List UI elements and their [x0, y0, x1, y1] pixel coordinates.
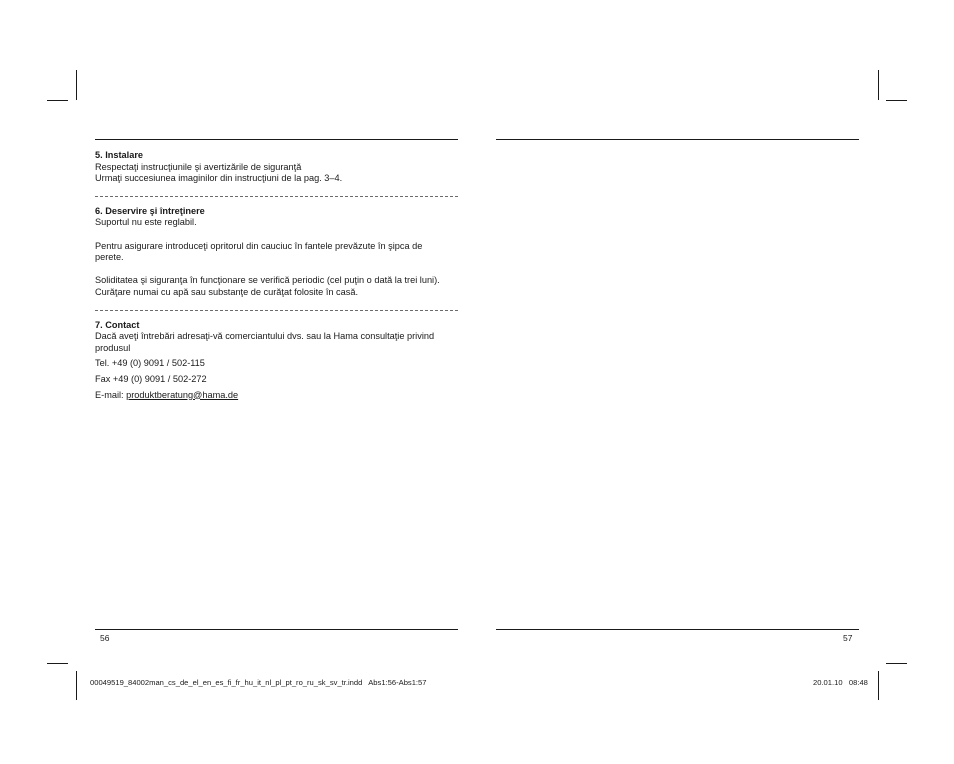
contact-fax: Fax +49 (0) 9091 / 502-272	[95, 373, 207, 384]
crop-mark-top-right-vertical	[878, 70, 879, 100]
crop-mark-bottom-right-horizontal	[886, 663, 907, 664]
text-line: perete.	[95, 252, 124, 263]
paragraph-gap	[95, 264, 458, 276]
text-line: Respectaţi instrucţiunile şi avertizările de siguranţă	[95, 161, 302, 172]
email-label: E-mail:	[95, 389, 127, 400]
crop-mark-bottom-right-vertical	[878, 671, 879, 700]
dashed-separator	[95, 310, 458, 311]
section-installation	[95, 150, 458, 185]
crop-mark-top-left-horizontal	[47, 100, 68, 101]
text-line: Pentru asigurare introduceţi opritorul din cauciuc în fantele prevăzute în şipca de	[95, 240, 423, 251]
left-page-content	[95, 150, 458, 401]
right-page-bottom-rule	[496, 629, 859, 630]
right-page-number: 57	[843, 633, 853, 643]
section-title: 6. Deservire şi întreţinere	[95, 205, 205, 216]
slug-datetime: 20.01.10 08:48	[813, 678, 868, 687]
left-page-top-rule	[95, 139, 458, 140]
text-line: produsul	[95, 342, 131, 353]
left-page-number: 56	[100, 633, 110, 643]
crop-mark-bottom-left-horizontal	[47, 663, 68, 664]
contact-email	[95, 390, 458, 402]
crop-mark-top-left-vertical	[76, 70, 77, 100]
right-page-top-rule	[496, 139, 859, 140]
crop-mark-top-right-horizontal	[886, 100, 907, 101]
email-link[interactable]: produktberatung@hama.de	[126, 389, 239, 400]
crop-mark-bottom-left-vertical	[76, 671, 77, 700]
section-contact	[95, 320, 458, 402]
section-title: 5. Instalare	[95, 150, 144, 160]
text-line: Dacă aveţi întrebări adresaţi-vă comerciantului dvs. sau la Hama consultaţie privind	[95, 331, 435, 342]
paragraph-gap	[95, 229, 458, 241]
text-line: Urmaţi succesiunea imaginilor din instrucţiuni de la pag. 3–4.	[95, 173, 343, 184]
section-maintenance	[95, 206, 458, 299]
dashed-separator	[95, 196, 458, 197]
text-line: Soliditatea şi siguranţa în funcţionare se verifică periodic (cel puţin o dată la trei luni).	[95, 275, 440, 286]
slug-filename: 00049519_84002man_cs_de_el_en_es_fi_fr_hu_it_nl_pl_pt_ro_ru_sk_sv_tr.indd Abs1:56-Abs1:57	[90, 678, 427, 687]
contact-phone: Tel. +49 (0) 9091 / 502-115	[95, 358, 205, 369]
section-title: 7. Contact	[95, 319, 140, 330]
left-page-bottom-rule	[95, 629, 458, 630]
text-line: Suportul nu este reglabil.	[95, 217, 197, 228]
text-line: Curăţare numai cu apă sau substanţe de curăţat folosite în casă.	[95, 286, 359, 297]
